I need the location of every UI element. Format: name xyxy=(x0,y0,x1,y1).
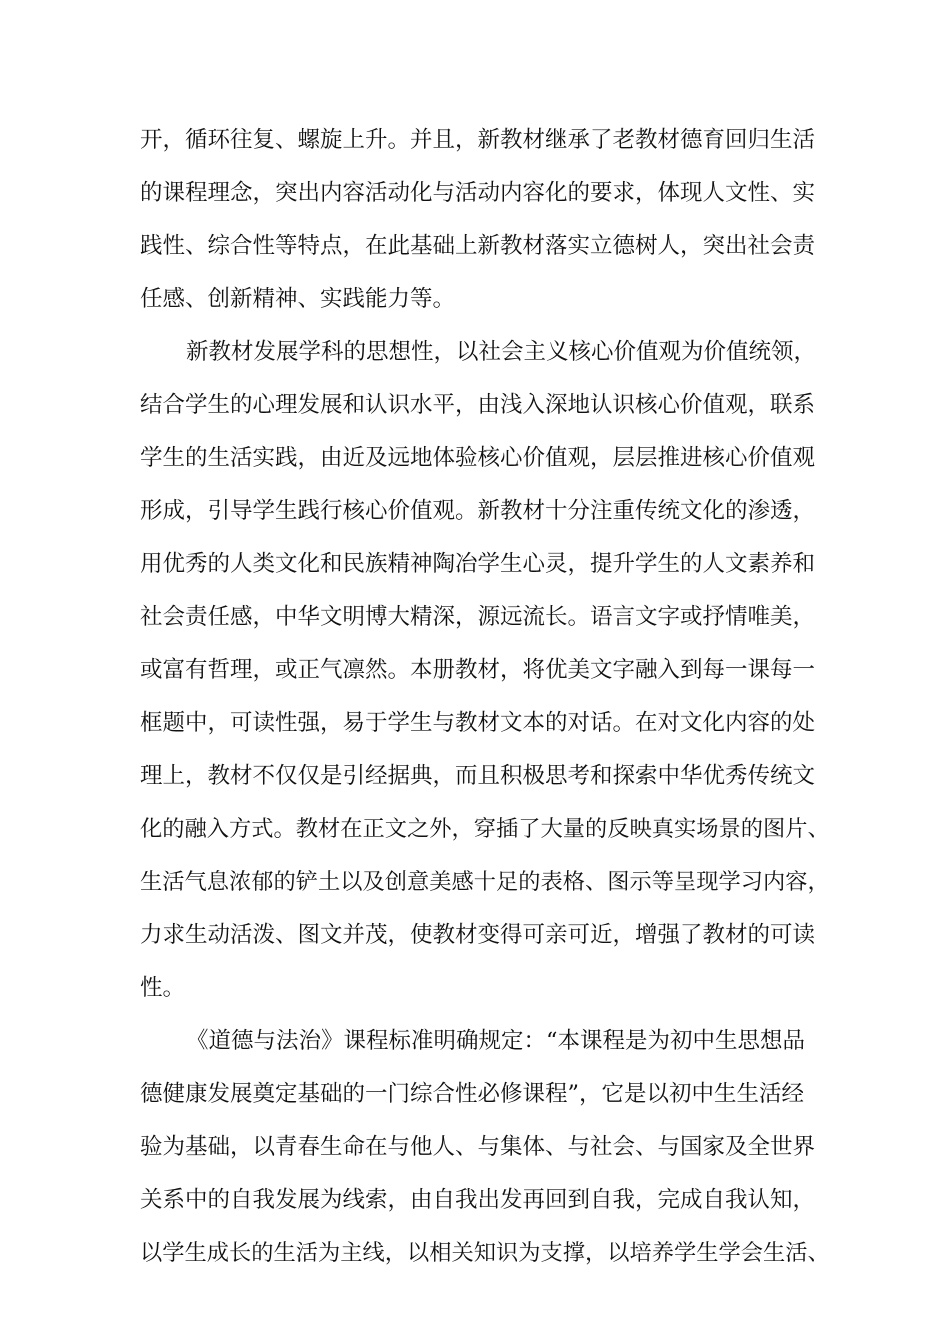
text-line: 以学生成长的生活为主线，以相关知识为支撑，以培养学生学会生活、 xyxy=(140,1240,830,1266)
text-line: 验为基础，以青春生命在与他人、与集体、与社会、与国家及全世界 xyxy=(140,1134,816,1160)
paragraph-first-line: 新教材发展学科的思想性，以社会主义核心价值观为价值统领， xyxy=(186,339,817,365)
text-line: 的课程理念，突出内容活动化与活动内容化的要求，体现人文性、实 xyxy=(140,180,816,206)
text-line: 性。 xyxy=(140,975,186,1001)
text-line: 任感、创新精神、实践能力等。 xyxy=(140,286,456,312)
text-line: 框题中，可读性强，易于学生与教材文本的对话。在对文化内容的处 xyxy=(140,710,816,736)
text-line: 形成，引导学生践行核心价值观。新教材十分注重传统文化的渗透， xyxy=(140,498,816,524)
text-line: 或富有哲理，或正气凛然。本册教材，将优美文字融入到每一课每一 xyxy=(140,657,816,683)
text-line: 关系中的自我发展为线索，由自我出发再回到自我，完成自我认知， xyxy=(140,1187,816,1213)
text-line: 践性、综合性等特点，在此基础上新教材落实立德树人，突出社会责 xyxy=(140,233,816,259)
text-line: 理上，教材不仅仅是引经据典，而且积极思考和探索中华优秀传统文 xyxy=(140,763,816,789)
text-line: 社会责任感，中华文明博大精深，源远流长。语言文字或抒情唯美， xyxy=(140,604,816,630)
text-line: 开，循环往复、螺旋上升。并且，新教材继承了老教材德育回归生活 xyxy=(140,127,816,153)
text-line: 力求生动活泼、图文并茂，使教材变得可亲可近，增强了教材的可读 xyxy=(140,922,816,948)
text-line: 德健康发展奠定基础的一门综合性必修课程”，它是以初中生生活经 xyxy=(140,1081,805,1107)
text-line: 学生的生活实践，由近及远地体验核心价值观，层层推进核心价值观 xyxy=(140,445,816,471)
text-line: 用优秀的人类文化和民族精神陶冶学生心灵，提升学生的人文素养和 xyxy=(140,551,816,577)
text-line: 结合学生的心理发展和认识水平，由浅入深地认识核心价值观，联系 xyxy=(140,392,816,418)
text-line: 生活气息浓郁的铲土以及创意美感十足的表格、图示等呈现学习内容， xyxy=(140,869,830,895)
text-line: 化的融入方式。教材在正文之外，穿插了大量的反映真实场景的图片、 xyxy=(140,816,830,842)
paragraph-first-line: 《道德与法治》课程标准明确规定：“本课程是为初中生思想品 xyxy=(186,1028,806,1054)
